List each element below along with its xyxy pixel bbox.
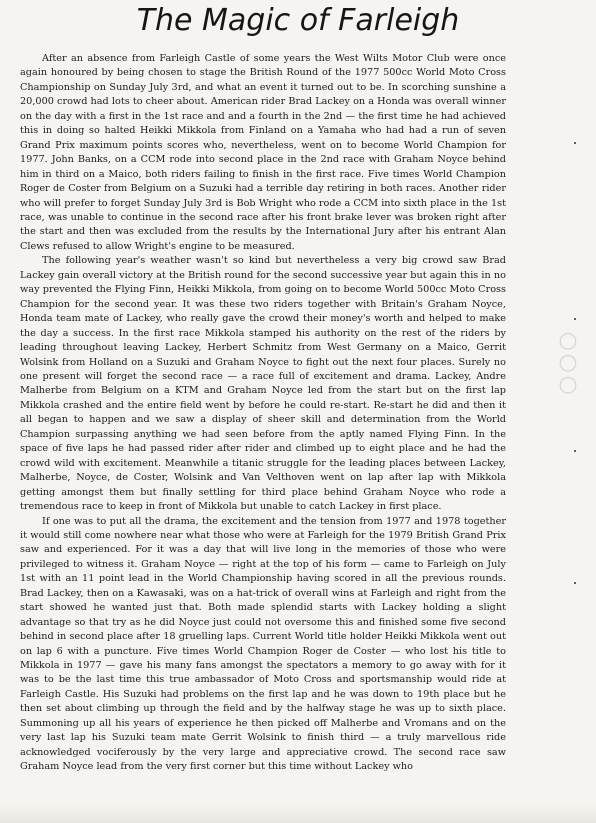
margin-dot: [574, 582, 576, 584]
page-bottom-edge: [0, 805, 596, 823]
margin-dot: [574, 142, 576, 144]
paragraph-1977: After an absence from Farleigh Castle of some years the West Wilts Motor Club were once again honoured by being chosen to stage the British Round of the 1977 500cc World Moto Cross Championship on Sunday July 3rd, and what an event it turned out to be. In scorching sunshine a 20,000 crowd had lots to cheer about. American rider Brad Lackey on a Honda was overall winner on the day with a first in the 1st race and and a fourth in the 2nd — the first time he had achieved this in doing so halted Heikki Mikkola from Finland on a Yamaha who had had a run of seven Grand Prix maximum points scores who, nevertheless, went on to become World Champion for 1977. John Banks, on a CCM rode into second place in the 2nd race with Graham Noyce behind him in third on a Maico, both riders failing to finish in the first race. Five times World Champion Roger de Coster from Belgium on a Suzuki had a terrible day retiring in both races. Another rider who will prefer to forget Sunday July 3rd is Bob Wright who rode a CCM into sixth place in the 1st race, was unable to continue in the second race after his front brake lever was broken right after the start and then was excluded from the results by the International Jury after his entrant Alan Clews refused to allow Wright's engine to be measured.: [20, 53, 506, 252]
bleed-through-logo: ○ ○ ○: [558, 328, 578, 397]
article-body: [20, 52, 506, 775]
margin-dot: [574, 318, 576, 320]
article-title: The Magic of Farleigh: [136, 3, 460, 38]
paragraph-1979: If one was to put all the drama, the excitement and the tension from 1977 and 1978 together it would still come nowhere near what those who were at Farleigh for the 1979 British Grand Prix saw and experienced. For it was a day that will live long in the memories of those who were privileged to witness it. Graham Noyce — right at the top of his form — came to Farleigh on July 1st with an 11 point lead in the World Championship having scored in all the previous rounds. Brad Lackey, then on a Kawasaki, was on a hat-trick of overall wins at Farleigh and right from the start showed he wanted just that. Both made splendid starts with Lackey holding a slight advantage so that try as he did Noyce just could not oversome this and finished some five second behind in second place after 18 gruelling laps. Current World title holder Heikki Mikkola went out on lap 6 with a puncture. Five times World Champion Roger de Coster — who lost his title to Mikkola in 1977 — gave his many fans amongst the spectators a memory to go away with for it was to be the last time this true ambassador of Moto Cross and sportsmanship would ride at Farleigh Castle. His Suzuki had problems on the first lap and he was down to 19th place but he then set about climbing up through the field and by the halfway stage he was up to sixth place. Summoning up all his years of experience he then picked off Malherbe and Vromans and on the very last lap his Suzuki team mate Gerrit Wolsink to finish third — a truly marvellous ride acknowledged vociferously by the very large and appreciative crowd. The second race saw Graham Noyce lead from the very first corner but this time without Lackey who: [20, 515, 506, 773]
margin-dot: [574, 450, 576, 452]
paragraph-1978: The following year's weather wasn't so kind but nevertheless a very big crowd saw Brad Lackey gain overall victory at the British round for the second successive year but again this in no way prevented the Flying Finn, Heikki Mikkola, from going on to become World 500cc Moto Cross Champion for the second year. It was these two riders together with Britain's Graham Noyce, Honda team mate of Lackey, who really gave the crowd their money's worth and helped to make the day a success. In the first race Mikkola stamped his authority on the rest of the riders by leading throughout leaving Lackey, Herbert Schmitz from West Germany on a Maico, Gerrit Wolsink from Holland on a Suzuki and Graham Noyce to fight out the next four places. Surely no one present will forget the second race — a race full of excitement and drama. Lackey, Andre Malherbe from Belgium on a KTM and Graham Noyce led from the start but on the first lap Mikkola crashed and the entire field went by before he could re-start. Re-start he did and then it all began to happen and we saw a display of sheer skill and determination from the World Champion surpassing anything we had seen before from the aptly named Flying Finn. In the space of five laps he had passed rider after rider and climbed up to eight place and he had the crowd wild with excitement. Meanwhile a titanic struggle for the leading places between Lackey, Malherbe, Noyce, de Coster, Wolsink and Van Velthoven went on lap after lap with Mikkola getting amongst them but finally settling for third place behind Graham Noyce who rode a tremendous race to keep in front of Mikkola but unable to catch Lackey in first place.: [20, 255, 506, 513]
